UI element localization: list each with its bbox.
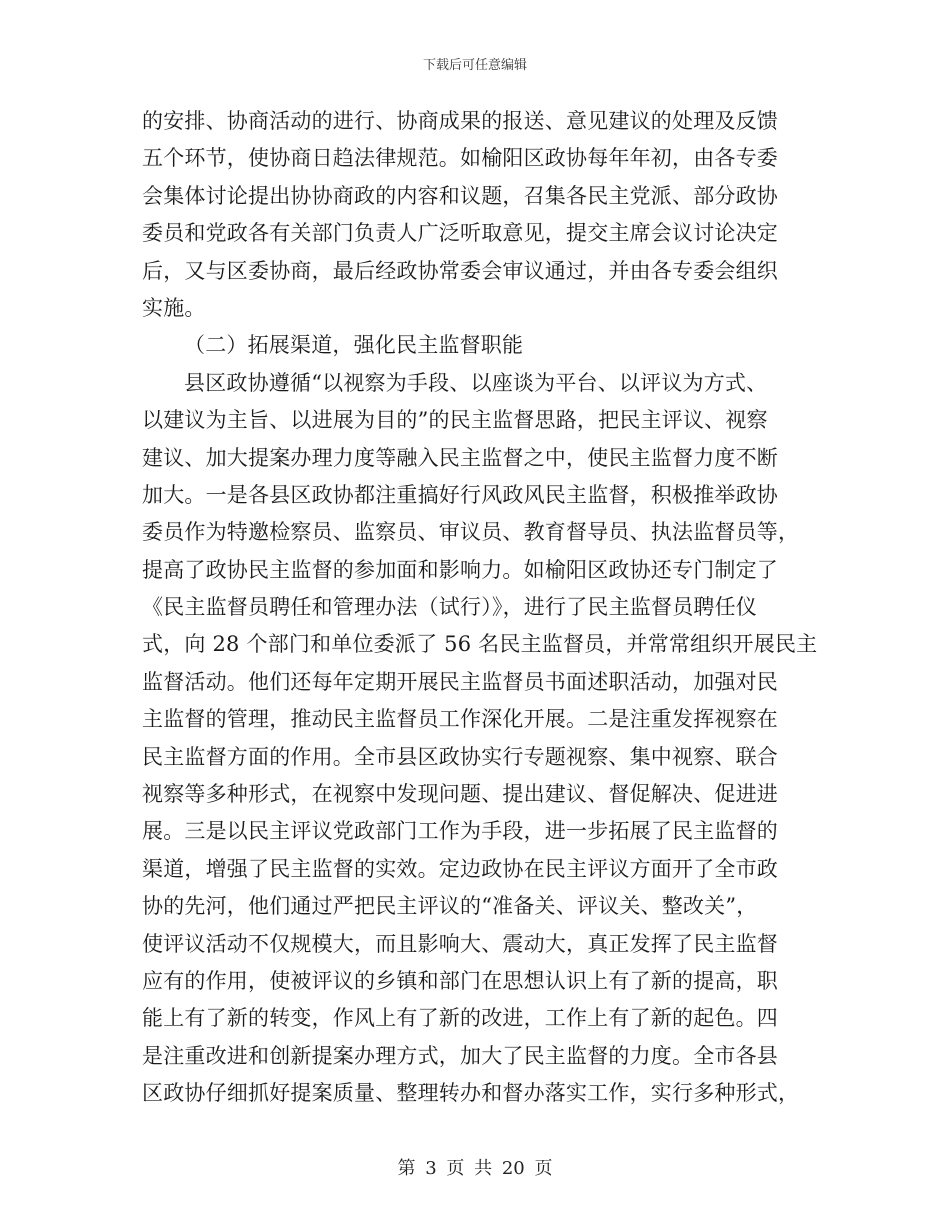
- text-line: 后，又与区委协商，最后经政协常委会审议通过，并由各专委会组织: [142, 258, 778, 283]
- text-line: 视察等多种形式，在视察中发现问题、提出建议、督促解决、促进进: [142, 782, 778, 807]
- section-heading: （二）拓展渠道，强化民主监督职能: [184, 333, 524, 358]
- text-line: 提高了政协民主监督的参加面和影响力。如榆阳区政协还专门制定了: [142, 557, 778, 582]
- text-line: 五个环节，使协商日趋法律规范。如榆阳区政协每年年初，由各专委: [142, 146, 778, 171]
- text-line: 加大。一是各县区政协都注重搞好行风政风民主监督，积极推举政协: [142, 482, 778, 507]
- text-line: 主监督的管理，推动民主监督员工作深化开展。二是注重发挥视察在: [142, 707, 778, 732]
- text-line: 是注重改进和创新提案办理方式，加大了民主监督的力度。全市各县: [142, 1043, 778, 1068]
- body-text: [142, 103, 822, 1113]
- text-line: 建议、加大提案办理力度等融入民主监督之中，使民主监督力度不断: [142, 445, 778, 470]
- text-line: 以建议为主旨、以进展为目的”的民主监督思路，把民主评议、视察: [142, 408, 768, 433]
- text-line: 能上有了新的转变，作风上有了新的改进，工作上有了新的起色。四: [142, 1006, 778, 1031]
- text-line: 的安排、协商活动的进行、协商成果的报送、意见建议的处理及反馈: [142, 109, 778, 133]
- text-line: 使评议活动不仅规模大，而且影响大、震动大，真正发挥了民主监督: [142, 931, 778, 956]
- page-footer: 第 3 页 共 20 页: [397, 1158, 553, 1179]
- text-line: 区政协仔细抓好提案质量、整理转办和督办落实工作，实行多种形式，: [142, 1081, 800, 1106]
- text-line: 监督活动。他们还每年定期开展民主监督员书面述职活动，加强对民: [142, 669, 778, 694]
- text-line: 协的先河，他们通过严把民主评议的“准备关、评议关、整改关”，: [142, 894, 758, 919]
- text-line: 县区政协遵循“以视察为手段、以座谈为平台、以评议为方式、: [184, 370, 768, 395]
- page-header: 下载后可任意编辑: [422, 58, 527, 73]
- text-line: 式，向 28 个部门和单位委派了 56 名民主监督员，并常常组织开展民主: [142, 632, 818, 657]
- text-line: 《民主监督员聘任和管理办法（试行）》，进行了民主监督员聘任仪: [142, 595, 757, 620]
- text-line: 委员和党政各有关部门负责人广泛听取意见，提交主席会议讨论决定: [142, 221, 778, 246]
- text-line: 展。三是以民主评议党政部门工作为手段，进一步拓展了民主监督的: [142, 819, 778, 844]
- text-line: 应有的作用，使被评议的乡镇和部门在思想认识上有了新的提高，职: [142, 968, 778, 993]
- text-line: 民主监督方面的作用。全市县区政协实行专题视察、集中视察、联合: [142, 744, 778, 769]
- text-line: 委员作为特邀检察员、监察员、审议员、教育督导员、执法监督员等，: [142, 520, 800, 545]
- text-line: 会集体讨论提出协协商政的内容和议题，召集各民主党派、部分政协: [142, 183, 778, 208]
- text-line: 渠道，增强了民主监督的实效。定边政协在民主评议方面开了全市政: [142, 856, 778, 881]
- text-line: 实施。: [142, 295, 206, 320]
